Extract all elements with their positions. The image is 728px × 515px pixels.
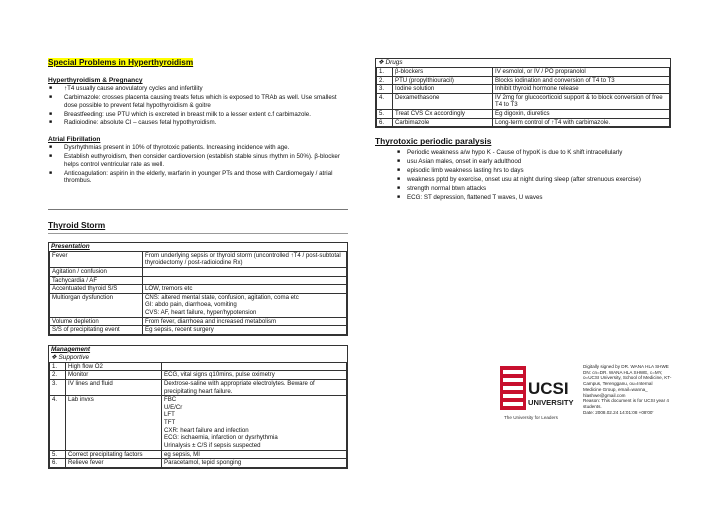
table-cell: IV esmolol, or IV / PO propranolol (493, 68, 670, 77)
supportive-subheading: ❖ Supportive (51, 353, 90, 361)
table-cell: IV lines and fluid (66, 380, 162, 396)
table-cell: 2. (50, 371, 66, 380)
digital-signature (583, 364, 693, 416)
table-cell: 1. (50, 362, 66, 371)
table-cell: 3. (377, 85, 393, 94)
table-row (50, 317, 347, 326)
table-cell: PTU (propylthiouracil) (393, 76, 493, 85)
table-cell: Eg digoxin, diuretics (493, 110, 670, 119)
table-cell: FBC U/E/Cr LFT TFT CXR: heart failure and infection ECG: ischaemia, infarction or dysrhythmia Urinalysis ± C/S if sepsis suspected (162, 396, 347, 450)
table-cell: Relieve fever (66, 459, 162, 468)
table-row (50, 459, 347, 468)
table-cell: CNS: altered mental state, confusion, agitation, coma etc GI: abdo pain, diarrhoea, vomiting CVS: AF, heart failure, hyper/hypotension (143, 293, 347, 317)
right-column (375, 58, 671, 203)
table-row (50, 293, 347, 317)
table-cell: Fever (50, 251, 143, 267)
periodic-paralysis-list (375, 149, 671, 202)
table-cell: ECG, vital signs q10mins, pulse oximetry (162, 371, 347, 380)
table-cell: Long-term control of ↑T4 with carbimazole. (493, 118, 670, 127)
table-cell: Treat CVS Cx accordingly (393, 110, 493, 119)
table-row (377, 68, 670, 77)
table-row (50, 251, 347, 267)
signature-line: Campus, Terengganu, ou=Internal (583, 381, 653, 387)
table-row (50, 380, 347, 396)
page-title (48, 58, 348, 68)
table-cell: Dexamethasone (393, 93, 493, 109)
table-cell (143, 267, 347, 276)
table-row (50, 267, 347, 276)
list-item: ■ weakness pptd by exercise, onset usu at night during sleep (after strenuous exercise) (375, 176, 671, 184)
table-cell: 5. (377, 110, 393, 119)
table-row (377, 110, 670, 119)
table-cell (162, 362, 347, 371)
ucsi-university-logo (500, 366, 580, 432)
logo-tagline: The University for Leaders (504, 415, 558, 420)
af-heading: Atrial Fibrillation (48, 136, 101, 144)
table-cell: 3. (50, 380, 66, 396)
table-cell: Inhibit thyroid hormone release (493, 85, 670, 94)
table-row (50, 326, 347, 335)
table-cell: 6. (50, 459, 66, 468)
signature-line: o=UCSI University, School of Medicine, KT- (583, 375, 672, 381)
list-item: ■ Carbimazole: crosses placenta causing treats fetus which is exposed to TRAb as well. Use smallest dose possible to prevent fetal hypothyroidism & goitre (48, 94, 348, 110)
table-cell: Tachycardia / AF (50, 276, 143, 285)
special-problems-section (48, 58, 348, 210)
signature-line: Medicine Group, email=wanna_ (583, 386, 648, 392)
table-row (50, 285, 347, 294)
table-cell (143, 276, 347, 285)
table-row (377, 118, 670, 127)
table-cell: LOW, tremors etc (143, 285, 347, 294)
table-cell: 1. (377, 68, 393, 77)
signature-line: Date: 2008.02.24 14:01:08 +08'00' (583, 409, 654, 415)
table-cell: Accentuated thyroid S/S (50, 285, 143, 294)
af-list (48, 144, 348, 185)
table-cell: 4. (377, 93, 393, 109)
management-table (49, 362, 347, 468)
table-cell: From underlying sepsis or thyroid storm (uncontrolled ↑T4 / post-subtotal thyroidectomy / post-radioiodine Rx) (143, 251, 347, 267)
table-cell: 2. (377, 76, 393, 85)
table-cell: Volume depletion (50, 317, 143, 326)
list-item: ■ ECG: ST depression, flattened T waves, U waves (375, 194, 671, 202)
signature-line: hlashwe@gmail.com (583, 392, 626, 398)
signature-line: Digitally signed by DR. WANA HLA SHWE (583, 364, 669, 369)
left-column (48, 58, 348, 469)
list-item: ■ Breastfeeding: use PTU which is excreted in breast milk to a lesser extent c.f carbimazole. (48, 111, 348, 119)
management-box (48, 345, 348, 469)
logo-name: UCSI (528, 379, 569, 398)
table-cell: β-blockers (393, 68, 493, 77)
drugs-heading: ❖ Drugs (378, 59, 403, 66)
table-row (50, 371, 347, 380)
signature-line: Reason: This document is for UCSI year 4 (583, 398, 669, 404)
list-item: ■ episodic limb weakness lasting hrs to days (375, 167, 671, 175)
list-item: ■ Periodic weakness a/w hypo K - Cause of hypoK is due to K shift intracellularly (375, 149, 671, 157)
table-cell: Carbimazole (393, 118, 493, 127)
list-item: ■ usu Asian males, onset in early adulthood (375, 158, 671, 166)
table-cell: Monitor (66, 371, 162, 380)
table-cell: Multiorgan dysfunction (50, 293, 143, 317)
table-cell: Paracetamol, tepid sponging (162, 459, 347, 468)
table-cell: Lab invxs (66, 396, 162, 450)
table-cell: 6. (377, 118, 393, 127)
table-row (377, 85, 670, 94)
table-cell: Agitation / confusion (50, 267, 143, 276)
table-row (50, 362, 347, 371)
presentation-table (49, 251, 347, 335)
presentation-heading: Presentation (51, 242, 90, 250)
pregnancy-list (48, 85, 348, 127)
table-cell: From fever, diarrhoea and increased metabolism (143, 317, 347, 326)
drugs-box (375, 58, 671, 128)
thyroid-storm-title: Thyroid Storm (48, 220, 106, 231)
presentation-box (48, 242, 348, 336)
logo-sub: UNIVERSITY (528, 398, 574, 407)
table-cell: eg sepsis, MI (162, 450, 347, 459)
table-row (377, 93, 670, 109)
table-cell: Dextrose-saline with appropriate electrolytes. Beware of precipitating heart failure. (162, 380, 347, 396)
table-row (50, 450, 347, 459)
list-item: ■ Anticoagulation: aspirin in the elderly, warfarin in younger PTs and those with Cardiomegaly / atrial thrombus. (48, 170, 348, 186)
list-item: ■ Establish euthyroidism, then consider cardioversion (establish stable sinus rhythm in 50%). β-blocker helps control ventricular rate as well. (48, 153, 348, 169)
management-heading: Management (51, 345, 91, 353)
table-cell: 5. (50, 450, 66, 459)
page-title-text: Special Problems in Hyperthyroidism (48, 58, 194, 67)
divider (48, 233, 348, 234)
table-cell: Blocks iodination and conversion of T4 to T3 (493, 76, 670, 85)
table-row (50, 276, 347, 285)
table-cell: Iodine solution (393, 85, 493, 94)
list-item: ■ Dysrhythmias present in 10% of thyrotoxic patients. Increasing incidence with age. (48, 144, 348, 152)
list-item: ■ strength normal btwn attacks (375, 185, 671, 193)
list-item: ■ ↑T4 usually cause anovulatory cycles and infertility (48, 85, 348, 93)
table-row (377, 76, 670, 85)
signature-line: DN: cn=DR. WANA HLA SHWE, c=MY, (583, 369, 663, 375)
table-row (50, 396, 347, 450)
table-cell: Correct precipitating factors (66, 450, 162, 459)
table-cell: High flow O2 (66, 362, 162, 371)
table-cell: S/S of precipitating event (50, 326, 143, 335)
table-cell: Eg sepsis, recent surgery (143, 326, 347, 335)
table-cell: 4. (50, 396, 66, 450)
signature-line: students. (583, 404, 602, 410)
periodic-paralysis-title: Thyrotoxic periodic paralysis (375, 136, 492, 147)
pregnancy-heading: Hyperthyroidism & Pregnancy (48, 77, 143, 85)
drugs-table (376, 67, 670, 127)
list-item: ■ Radioiodine: absolute CI – causes fetal hypothyroidism. (48, 119, 348, 127)
ucsi-logo-graphic (500, 366, 580, 432)
table-cell: IV 2mg for glucocorticoid support & to block conversion of free T4 to T3 (493, 93, 670, 109)
